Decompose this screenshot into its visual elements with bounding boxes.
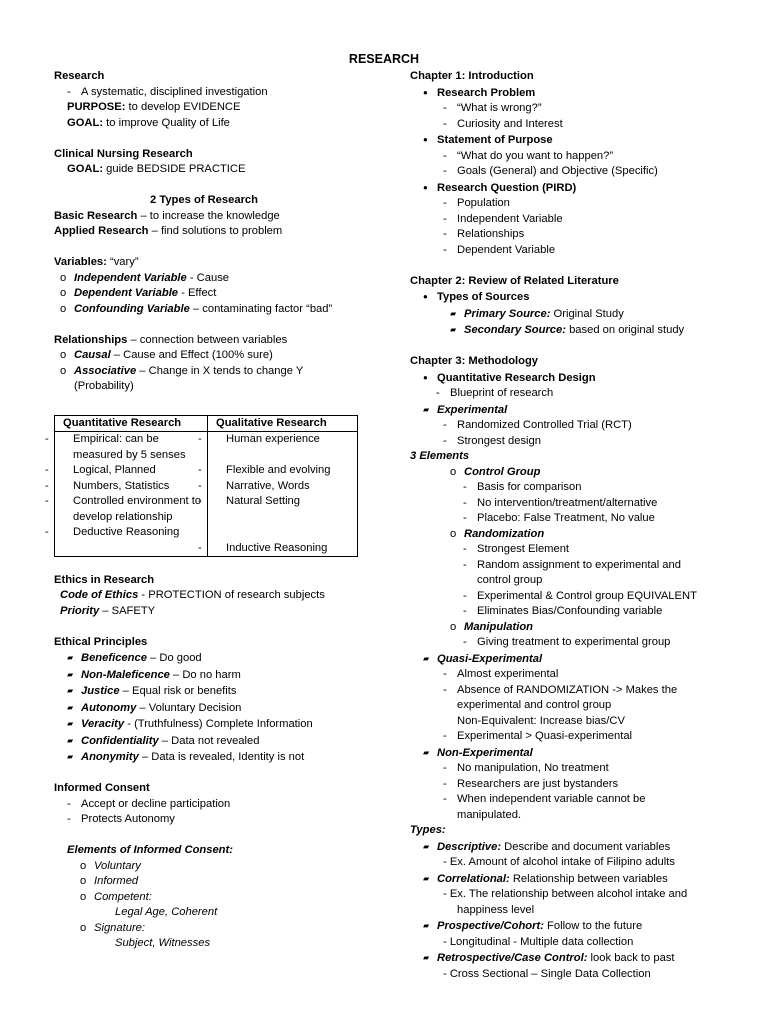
- list-item: - Randomized Controlled Trial (RCT): [410, 418, 750, 434]
- list-item: - Independent Variable: [410, 212, 750, 228]
- ethical-principles-heading: Ethical Principles: [54, 635, 148, 648]
- list-item: - Numbers, Statistics: [59, 479, 203, 495]
- prospective-example: - Longitudinal - Multiple data collection: [443, 935, 634, 948]
- principle-justice: [54, 683, 374, 700]
- list-item: - Natural Setting: [212, 494, 353, 510]
- descriptive-label: Descriptive:: [437, 840, 502, 853]
- principle-label: Anonymity: [81, 751, 139, 763]
- prospective-label: Prospective/Cohort:: [437, 920, 544, 932]
- element-item: o Informed: [54, 874, 374, 890]
- list-item: - Basis for comparison: [410, 480, 750, 496]
- quasi-experimental-heading: ▰ Quasi-Experimental: [410, 651, 750, 668]
- list-item-continuation: experimental and control group: [457, 699, 612, 711]
- research-problem-heading: ● Research Problem: [410, 85, 750, 102]
- clinical-research-heading: Clinical Nursing Research: [54, 147, 193, 160]
- list-item: - Placebo: False Treatment, No value: [410, 511, 750, 527]
- randomization-heading: o Randomization: [410, 527, 750, 543]
- list-item-continuation: manipulated.: [457, 808, 522, 821]
- relationships-line: [54, 333, 374, 349]
- confounding-variable-text: – contaminating factor “bad”: [189, 302, 333, 315]
- list-item: - Goals (General) and Objective (Specific): [410, 164, 750, 180]
- list-item: - Controlled environment to develop relationship: [59, 494, 203, 525]
- purpose-line: [54, 100, 374, 116]
- list-item: - Deductive Reasoning: [59, 525, 203, 553]
- list-item-continuation: control group: [477, 574, 543, 586]
- principle-text: – Do good: [146, 652, 202, 664]
- consent-item: - Accept or decline participation: [54, 797, 374, 813]
- correlational-text: Relationship between variables: [509, 872, 668, 885]
- principle-text: – Data is revealed, Identity is not: [138, 751, 305, 763]
- list-item: - Human experience: [212, 432, 353, 448]
- causal-item: [54, 348, 374, 364]
- list-item: - Population: [410, 196, 750, 212]
- principle-text: – Equal risk or benefits: [119, 685, 237, 697]
- principle-text: – Data not revealed: [158, 734, 260, 747]
- ethics-heading: Ethics in Research: [54, 573, 155, 586]
- experimental-heading: ▰ Experimental: [410, 402, 750, 419]
- table-body-row: [55, 432, 358, 557]
- confounding-variable-item: [54, 302, 374, 318]
- list-item: - “What do you want to happen?”: [410, 149, 750, 165]
- element-sub-item: Legal Age, Coherent: [115, 906, 218, 918]
- purpose-label: PURPOSE:: [67, 101, 126, 113]
- correlational-example-continuation: happiness level: [457, 903, 535, 916]
- code-of-ethics-line: [54, 588, 374, 604]
- comparison-table: [54, 415, 358, 558]
- associative-item: [54, 364, 374, 380]
- retrospective-label: Retrospective/Case Control:: [437, 952, 588, 964]
- associative-label: Associative: [74, 364, 137, 377]
- list-item: - Researchers are just bystanders: [410, 777, 750, 793]
- table-header-quantitative: Quantitative Research: [55, 415, 208, 432]
- list-item: - Flexible and evolving: [212, 463, 353, 479]
- principle-label: Justice: [81, 685, 120, 697]
- independent-variable-item: [54, 271, 374, 287]
- basic-research-line: [54, 209, 374, 225]
- list-item: - Curiosity and Interest: [410, 117, 750, 133]
- retrospective-text: look back to past: [587, 952, 675, 964]
- associative-text: – Change in X tends to change Y: [136, 364, 304, 377]
- applied-research-label: Applied Research: [54, 225, 149, 237]
- left-column: [54, 69, 374, 952]
- basic-research-text: – to increase the knowledge: [137, 209, 280, 222]
- priority-text: – SAFETY: [99, 604, 156, 617]
- list-item: - No manipulation, No treatment: [410, 761, 750, 777]
- clinical-goal-line: [54, 162, 374, 178]
- applied-research-text: – find solutions to problem: [148, 225, 283, 237]
- principle-text: - (Truthfulness) Complete Information: [124, 718, 313, 730]
- table-header-qualitative: Qualitative Research: [208, 415, 358, 432]
- types-heading-right: Types:: [410, 824, 446, 836]
- list-item: - Blueprint of research: [410, 386, 750, 402]
- secondary-source-label: Secondary Source:: [464, 324, 566, 336]
- element-item: o Signature:: [54, 921, 374, 937]
- prospective-item: [410, 918, 750, 935]
- page-title: RESEARCH: [348, 52, 420, 66]
- principle-label: Non-Maleficence: [81, 668, 170, 681]
- retrospective-item: [410, 950, 750, 967]
- correlational-item: [410, 871, 750, 888]
- clinical-goal-text: guide BEDSIDE PRACTICE: [103, 163, 246, 175]
- list-item: - Absence of RANDOMIZATION -> Makes the: [410, 683, 750, 699]
- element-item: o Voluntary: [54, 859, 374, 875]
- code-of-ethics-text: - PROTECTION of research subjects: [138, 589, 325, 601]
- list-item: - Experimental & Control group EQUIVALENT: [410, 589, 750, 605]
- goal-line: [54, 116, 374, 132]
- list-item: - Strongest Element: [410, 542, 750, 558]
- types-heading: 2 Types of Research: [150, 194, 258, 206]
- chapter-3-heading: Chapter 3: Methodology: [410, 355, 539, 367]
- list-item: - Almost experimental: [410, 667, 750, 683]
- consent-item: - Protects Autonomy: [54, 812, 374, 828]
- list-item: - “What is wrong?”: [410, 101, 750, 117]
- associative-continuation: (Probability): [74, 380, 134, 392]
- primary-source-label: Primary Source:: [464, 307, 551, 320]
- principle-veracity: [54, 716, 374, 733]
- three-elements-heading: 3 Elements: [410, 450, 470, 462]
- list-item: - Narrative, Words: [212, 479, 353, 495]
- clinical-goal-label: GOAL:: [67, 163, 104, 175]
- research-heading: Research: [54, 70, 105, 82]
- chapter-1-heading: Chapter 1: Introduction: [410, 70, 534, 82]
- list-item: - Dependent Variable: [410, 243, 750, 259]
- quantitative-cell: [55, 432, 208, 557]
- list-item: - Empirical: can be measured by 5 senses: [59, 432, 203, 463]
- prospective-text: Follow to the future: [543, 920, 643, 932]
- list-item: - Eliminates Bias/Confounding variable: [410, 604, 750, 620]
- list-item: - Strongest design: [410, 434, 750, 450]
- relationships-text: – connection between variables: [127, 333, 288, 346]
- relationships-label: Relationships: [54, 333, 128, 346]
- elements-heading: Elements of Informed Consent:: [67, 844, 233, 856]
- principle-autonomy: [54, 700, 374, 717]
- correlational-example: - Ex. The relationship between alcohol intake and: [443, 888, 688, 900]
- confounding-variable-label: Confounding Variable: [74, 302, 190, 315]
- list-item: - Relationships: [410, 227, 750, 243]
- purpose-text: to develop EVIDENCE: [125, 101, 241, 113]
- right-column: [410, 69, 750, 982]
- element-item: o Competent:: [54, 890, 374, 906]
- element-sub-item: Subject, Witnesses: [115, 937, 211, 949]
- list-item: - When independent variable cannot be: [410, 792, 750, 808]
- priority-line: [54, 604, 374, 620]
- variables-line: [54, 255, 374, 271]
- qualitative-cell: [208, 432, 358, 557]
- principle-label: Veracity: [81, 718, 125, 730]
- applied-research-line: [54, 224, 374, 240]
- causal-text: – Cause and Effect (100% sure): [110, 349, 273, 361]
- variables-text: “vary”: [106, 256, 139, 268]
- research-definition: - A systematic, disciplined investigation: [54, 85, 374, 101]
- table-header-row: [55, 415, 358, 432]
- descriptive-text: Describe and document variables: [501, 840, 671, 853]
- research-question-heading: ● Research Question (PIRD): [410, 180, 750, 197]
- non-experimental-heading: ▰ Non-Experimental: [410, 745, 750, 762]
- types-of-sources-heading: ● Types of Sources: [410, 289, 750, 306]
- basic-research-label: Basic Research: [54, 209, 138, 222]
- statement-of-purpose-heading: ● Statement of Purpose: [410, 132, 750, 149]
- independent-variable-label: Independent Variable: [74, 271, 187, 284]
- list-item: - Inductive Reasoning: [212, 541, 353, 557]
- principle-non-maleficence: [54, 667, 374, 684]
- dependent-variable-label: Dependent Variable: [74, 287, 179, 299]
- primary-source-text: Original Study: [550, 307, 624, 320]
- retrospective-example: - Cross Sectional – Single Data Collection: [443, 967, 651, 980]
- chapter-2-heading: Chapter 2: Review of Related Literature: [410, 274, 619, 287]
- principle-beneficence: [54, 650, 374, 667]
- principle-text: – Voluntary Decision: [136, 701, 242, 714]
- causal-label: Causal: [74, 349, 111, 361]
- dependent-variable-item: [54, 286, 374, 302]
- principle-label: Beneficence: [81, 652, 147, 664]
- principle-label: Autonomy: [81, 701, 137, 714]
- list-item: - Experimental > Quasi-experimental: [410, 729, 750, 745]
- principle-label: Confidentiality: [81, 734, 159, 747]
- list-item-continuation: Non-Equivalent: Increase bias/CV: [457, 714, 625, 727]
- list-item: - Random assignment to experimental and: [410, 558, 750, 574]
- dependent-variable-text: - Effect: [178, 287, 217, 299]
- list-item: - Giving treatment to experimental group: [410, 635, 750, 651]
- quantitative-design-heading: ● Quantitative Research Design: [410, 370, 750, 387]
- informed-consent-heading: Informed Consent: [54, 782, 150, 794]
- manipulation-heading: o Manipulation: [410, 620, 750, 636]
- list-item: - Logical, Planned: [59, 463, 203, 479]
- independent-variable-text: - Cause: [186, 271, 230, 284]
- principle-anonymity: [54, 749, 374, 766]
- goal-text: to improve Quality of Life: [103, 116, 230, 129]
- list-item: - No intervention/treatment/alternative: [410, 496, 750, 512]
- control-group-heading: o Control Group: [410, 465, 750, 481]
- variables-label: Variables:: [54, 256, 107, 268]
- correlational-label: Correlational:: [437, 872, 510, 885]
- secondary-source-text: based on original study: [565, 324, 685, 336]
- primary-source-item: [410, 306, 750, 323]
- principle-confidentiality: [54, 733, 374, 750]
- principle-text: – Do no harm: [169, 668, 241, 681]
- secondary-source-item: [410, 322, 750, 339]
- descriptive-item: [410, 839, 750, 856]
- code-of-ethics-label: Code of Ethics: [60, 589, 139, 601]
- goal-label: GOAL:: [67, 116, 104, 129]
- descriptive-example: - Ex. Amount of alcohol intake of Filipino adults: [443, 856, 675, 868]
- priority-label: Priority: [60, 604, 100, 617]
